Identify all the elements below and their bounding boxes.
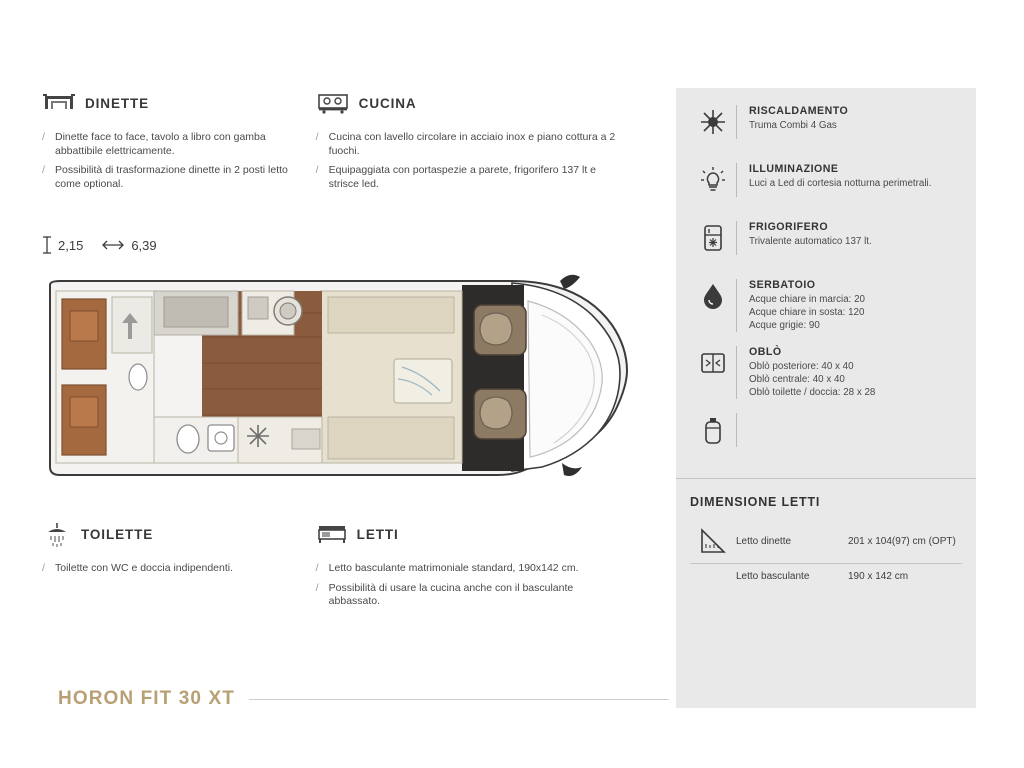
bullet: / Letto basculante matrimoniale standard, 190x142 cm.	[316, 562, 622, 576]
model-name-text: HORON FIT 30 XT	[58, 688, 235, 709]
lightbulb-icon	[690, 163, 736, 195]
bed-value: 201 x 104(97) cm (OPT)	[848, 535, 956, 547]
water-drop-icon	[690, 279, 736, 311]
spec-text	[736, 279, 964, 332]
feature-title: CUCINA	[358, 95, 417, 111]
bed-value: 190 x 142 cm	[848, 571, 909, 582]
spec-row-riscaldamento	[676, 98, 976, 156]
feature-header	[42, 519, 296, 549]
bullet: / Cucina con lavello circolare in acciaio inox e piano cottura a 2 fuochi.	[316, 131, 622, 158]
spec-list	[676, 88, 976, 464]
spec-desc-line: Oblò toilette / doccia: 28 x 28	[749, 387, 876, 398]
feature-bullets	[42, 131, 296, 191]
spec-desc: Truma Combi 4 Gas	[749, 120, 837, 131]
dimension-length	[101, 238, 156, 253]
spec-desc: Luci a Led di cortesia notturna perimetrali.	[749, 178, 932, 189]
floorplan-image	[42, 267, 642, 497]
shower-icon	[42, 520, 72, 548]
spec-desc-line: Acque chiare in marcia: 20	[749, 294, 865, 305]
feature-header	[42, 88, 296, 118]
height-arrow-icon	[42, 235, 52, 255]
feature-title: TOILETTE	[81, 526, 154, 542]
spec-row-serbatoio	[676, 272, 976, 339]
beds-table	[676, 519, 976, 589]
spec-desc-line: Acque chiare in sosta: 120	[749, 307, 865, 318]
spec-desc-line: Oblò centrale: 40 x 40	[749, 374, 845, 385]
length-value: 6,39	[131, 237, 157, 253]
heating-icon	[690, 105, 736, 137]
spec-text	[736, 346, 964, 399]
window-icon	[690, 346, 736, 378]
feature-header	[316, 519, 622, 549]
kitchen-icon	[316, 91, 350, 115]
feature-block-dinette	[42, 88, 296, 197]
feature-block-cucina	[316, 88, 622, 197]
feature-bullets	[42, 562, 296, 576]
model-name	[58, 688, 669, 710]
bullet: / Equipaggiata con portaspezie a parete, frigorifero 137 lt e strisce led.	[316, 164, 622, 191]
bed-label: Letto dinette	[736, 535, 792, 547]
bullet: / Toilette con WC e doccia indipendenti.	[42, 562, 296, 576]
spec-row-oblo	[676, 339, 976, 406]
feature-block-toilette	[42, 519, 296, 615]
bullet: / Dinette face to face, tavolo a libro con gamba abbattibile elettricamente.	[42, 131, 296, 158]
feature-block-letti	[316, 519, 622, 615]
ruler-icon	[690, 526, 736, 556]
feature-title: LETTI	[356, 526, 399, 542]
beds-section-title: DIMENSIONE LETTI	[690, 495, 821, 509]
spec-text	[736, 221, 964, 255]
spec-desc: Trivalente automatico 137 lt.	[749, 236, 872, 247]
dinette-icon	[42, 91, 76, 115]
spec-row-illuminazione	[676, 156, 976, 214]
feature-header	[316, 88, 622, 118]
gas-bottle-icon	[690, 413, 736, 447]
bullet: / Possibilità di usare la cucina anche con il basculante abbassato.	[316, 582, 622, 609]
spec-text	[736, 105, 964, 139]
spec-row-gas	[676, 406, 976, 464]
features-column	[42, 88, 642, 708]
spec-name: ILLUMINAZIONE	[749, 163, 839, 175]
bullet: / Possibilità di trasformazione dinette in 2 posti letto come optional.	[42, 164, 296, 191]
feature-title: DINETTE	[85, 95, 150, 111]
fridge-icon	[690, 221, 736, 253]
spec-name: OBLÒ	[749, 346, 782, 358]
feature-bullets	[316, 562, 622, 609]
bed-row	[690, 564, 962, 589]
spec-name: FRIGORIFERO	[749, 221, 829, 233]
bed-label: Letto basculante	[736, 571, 810, 582]
spec-text	[736, 413, 964, 447]
spec-desc-line: Oblò posteriore: 40 x 40	[749, 361, 854, 372]
feature-row-top	[42, 88, 642, 197]
length-arrow-icon	[101, 239, 125, 251]
spec-desc-line: Acque grigie: 90	[749, 320, 820, 331]
feature-bullets	[316, 131, 622, 191]
bed-icon	[316, 522, 348, 546]
dimensions-row	[42, 235, 642, 255]
dimension-height	[42, 235, 83, 255]
spec-name: RISCALDAMENTO	[749, 105, 849, 117]
bed-row	[690, 519, 962, 564]
feature-row-bottom	[42, 519, 642, 615]
spec-text	[736, 163, 964, 197]
model-name-rule	[249, 699, 669, 700]
spec-name: SERBATOIO	[749, 279, 816, 291]
spec-row-frigorifero	[676, 214, 976, 272]
specs-panel	[676, 88, 976, 708]
height-value: 2,15	[58, 237, 84, 253]
